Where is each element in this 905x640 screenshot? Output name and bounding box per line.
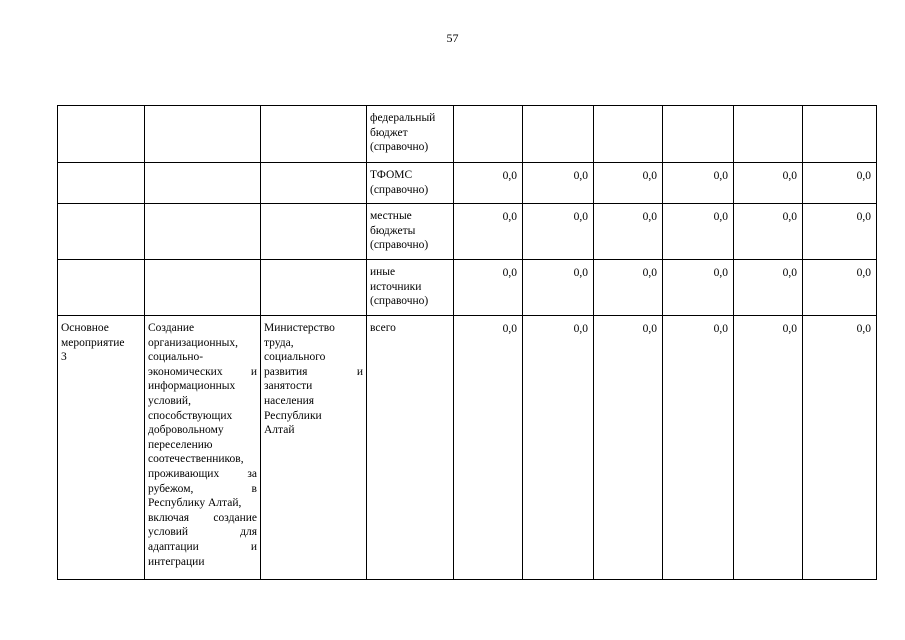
cell-value xyxy=(663,106,734,163)
cell-value: 0,0 xyxy=(454,260,523,316)
cell-value: 0,0 xyxy=(523,260,594,316)
cell-value: 0,0 xyxy=(663,163,734,204)
cell-executor xyxy=(261,106,367,163)
cell-value: 0,0 xyxy=(663,260,734,316)
cell-value xyxy=(454,106,523,163)
cell-description xyxy=(145,163,261,204)
cell-value xyxy=(594,106,663,163)
table-row xyxy=(58,316,877,580)
cell-executor xyxy=(261,260,367,316)
table-row xyxy=(58,106,877,163)
cell-value: 0,0 xyxy=(454,316,523,580)
cell-activity xyxy=(58,106,145,163)
table-row xyxy=(58,204,877,260)
cell-funding-source: иные источники (справочно) xyxy=(367,260,454,316)
cell-funding-source: всего xyxy=(367,316,454,580)
page-number: 57 xyxy=(446,31,459,45)
cell-value xyxy=(523,106,594,163)
cell-value: 0,0 xyxy=(663,204,734,260)
cell-value xyxy=(803,106,877,163)
cell-value: 0,0 xyxy=(523,163,594,204)
cell-activity xyxy=(58,260,145,316)
cell-value: 0,0 xyxy=(734,260,803,316)
cell-value: 0,0 xyxy=(523,204,594,260)
cell-activity: Основное мероприятие 3 xyxy=(58,316,145,580)
cell-activity xyxy=(58,163,145,204)
cell-description: Создание организационных, социально- экономических и информационных условий, способствующих добровольному переселению соотечественников, проживающих за рубежом, в Республику Алтай, включая создание условий для адаптации и интеграции xyxy=(145,316,261,580)
cell-value xyxy=(734,106,803,163)
cell-funding-source: ТФОМС (справочно) xyxy=(367,163,454,204)
cell-value: 0,0 xyxy=(523,316,594,580)
table-row xyxy=(58,260,877,316)
cell-value: 0,0 xyxy=(594,163,663,204)
cell-value: 0,0 xyxy=(734,163,803,204)
cell-description xyxy=(145,204,261,260)
cell-executor: Министерство труда, социального развития и занятости населения Республики Алтай xyxy=(261,316,367,580)
budget-table xyxy=(57,105,877,580)
cell-executor xyxy=(261,204,367,260)
cell-description xyxy=(145,106,261,163)
cell-value: 0,0 xyxy=(734,204,803,260)
cell-activity xyxy=(58,204,145,260)
cell-value: 0,0 xyxy=(454,204,523,260)
cell-description xyxy=(145,260,261,316)
cell-value: 0,0 xyxy=(594,316,663,580)
cell-value: 0,0 xyxy=(803,204,877,260)
cell-value: 0,0 xyxy=(803,163,877,204)
cell-value: 0,0 xyxy=(803,260,877,316)
cell-value: 0,0 xyxy=(734,316,803,580)
cell-value: 0,0 xyxy=(803,316,877,580)
cell-funding-source: федеральный бюджет (справочно) xyxy=(367,106,454,163)
cell-value: 0,0 xyxy=(594,260,663,316)
cell-value: 0,0 xyxy=(454,163,523,204)
cell-value: 0,0 xyxy=(663,316,734,580)
cell-funding-source: местные бюджеты (справочно) xyxy=(367,204,454,260)
table-row xyxy=(58,163,877,204)
cell-value: 0,0 xyxy=(594,204,663,260)
cell-executor xyxy=(261,163,367,204)
